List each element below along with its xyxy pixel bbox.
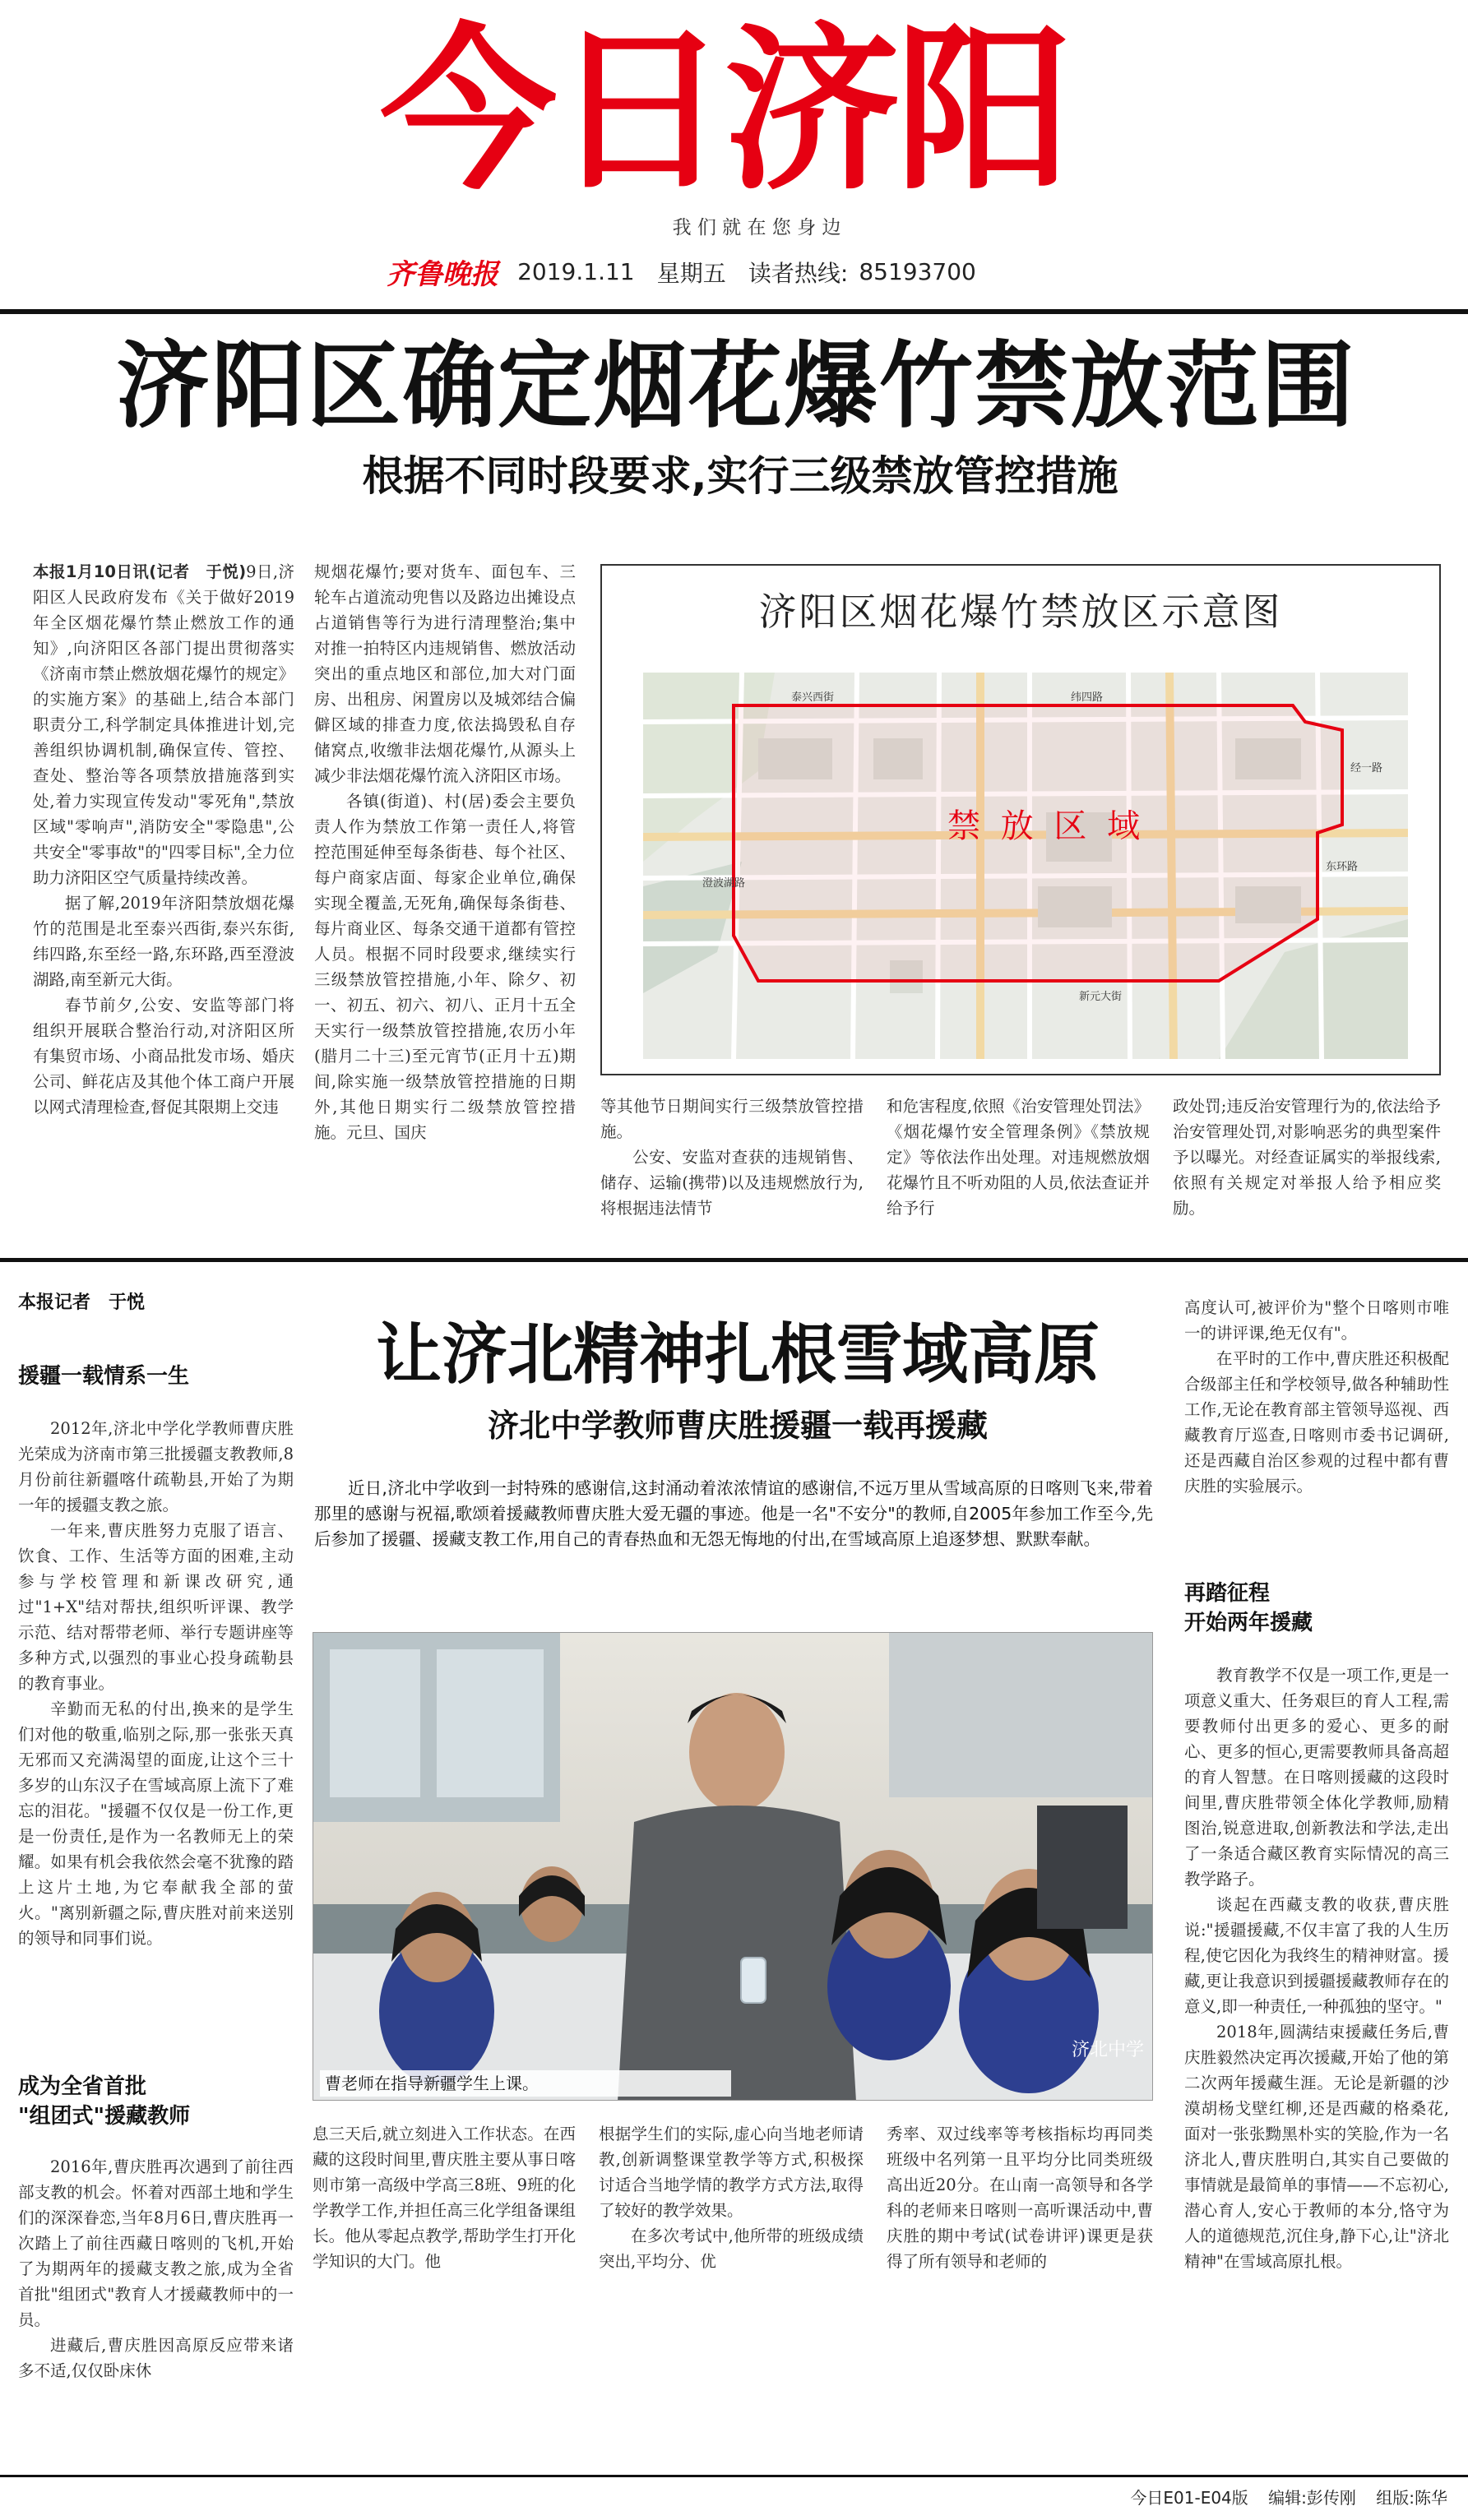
map-zone-label: 禁 放 区 域: [947, 807, 1146, 845]
story1-headline: 济阳区确定烟花爆竹禁放范围: [115, 331, 1356, 441]
story2-bottom-column-1: 息三天后,就立刻进入工作状态。在西藏的这段时间里,曹庆胜主要从事日喀则市第一高级中学高三8班、9班的化学教学工作,并担任高三化学组备课组长。他从零起点教学,帮助学生打开化学知识的大门。他: [313, 2125, 576, 2271]
map-road-label-3: 东环路: [1326, 861, 1359, 873]
story2-bottom-column-3: 秀率、双过线率等考核指标均再同类班级中名列第一且平均分比同类班级高出近20分。在山南一高领导和各学科的老师来日喀则一高听课活动中,曹庆胜的期中考试(试卷讲评)课更是获得了所有领导和老师的: [887, 2125, 1153, 2271]
photo-watermark: 济北中学: [1071, 2040, 1144, 2060]
issue-date: 2019.1.11: [517, 258, 635, 285]
story1-column-2: 规烟花爆竹;要对货车、面包车、三轮车占道流动兜售以及路边出摊设点占道销售等行为进行清理整治;集中对推一拍特区内违规销售、燃放活动突出的重点地区和部位,加大对门面房、出租房、闲置房以及城郊结合偏僻区域的排查力度,依法捣毁私自存储窝点,收缴非法烟花爆竹,从源头上减少非法烟花爆竹流入济阳区市场。 各镇(街道)、村(居)委会主要负责人作为禁放工作第一责任人,将管控范围延伸至每条街巷、每个社区、每户商家店面、每家企业单位,确保实现全覆盖,无死角,确保每条街巷、每片商业区、每条交通干道都有管控人员。根据不同时段要求,继续实行三级禁放管控措施,小年、除夕、初一、初五、初六、初八、正月十五全天实行一级禁放管控措施,农历小年(腊月二十三)至元宵节(正月十五)期间,除实施一级禁放管控措施的日期外,其他日期实行二级禁放管控措施。元旦、国庆: [314, 562, 576, 1142]
footer-section: 今日E01-E04版: [1130, 2488, 1248, 2508]
photo-caption: 曹老师在指导新疆学生上课。: [320, 2070, 731, 2097]
hotline-label: 读者热线:: [748, 259, 849, 287]
story2-right-column-2: 教育教学不仅是一项工作,更是一项意义重大、任务艰巨的育人工程,需要教师付出更多的爱心、更多的耐心、更多的恒心,更需要教师具备高超的育人智慧。在日喀则援藏的这段时间里,曹庆胜带领全体化学教师,励精图治,锐意进取,创新教法和学法,走出了一条适合藏区教育实际情况的高三教学路子。 谈起在西藏支教的收获,曹庆胜说:"援疆援藏,不仅丰富了我的人生历程,使它因化为我终生的精神财富。援藏,更让我意识到援疆援藏教师存在的意义,即一种责任,一种孤独的坚守。" 2018年,圆满结束援藏任务后,曹庆胜毅然决定再次援藏,开始了他的第二次两年援藏生涯。无论是新疆的沙漠胡杨戈壁红柳,还是西藏的格桑花,面对一张张黝黑朴实的笑脸,作为一名济北人,曹庆胜明白,其实自己要做的事情就是最简单的事情——不忘初心,潜心育人,安心于教师的本分,恪守为人的道德规范,沉住身,静下心,让"济北精神"在雪域高原扎根。: [1184, 1666, 1449, 2271]
photo-graphic: [313, 1633, 1153, 2101]
section3-title: 再踏征程 开始两年援藏: [1184, 1581, 1313, 1635]
story-divider: [0, 1258, 1468, 1262]
masthead-title: 今日济阳: [380, 7, 1067, 214]
footer-divider: [0, 2475, 1468, 2477]
map-figure: [600, 564, 1441, 1075]
classroom-photo: [313, 1632, 1153, 2101]
story1-column-1: 本报1月10日讯(记者 于悦)9日,济阳区人民政府发布《关于做好2019年全区烟花爆竹禁止燃放工作的通知》,向济阳区各部门提出贯彻落实《济南市禁止燃放烟花爆竹的规定》的实施方案》的基础上,结合本部门职责分工,科学制定具体推进计划,完善组织协调机制,确保宣传、管控、查处、整治等各项禁放措施落到实处,着力实现宣传发动"零死角",禁放区域"零响声",消防安全"零隐患",公共安全"零事故"的"四零目标",全力位助力济阳区空气质量持续改善。 据了解,2019年济阳禁放烟花爆竹的范围是北至泰兴西街,泰兴东街,纬四路,东至经一路,东环路,西至澄波湖路,南至新元大街。 春节前夕,公安、安监等部门将组织开展联合整治行动,对济阳区所有集贸市场、小商品批发市场、婚庆公司、鲜花店及其他个体工商户开展以网式清理检查,督促其限期上交违: [33, 562, 294, 1117]
story1-column-4: 和危害程度,依照《治安管理处罚法》《烟花爆竹安全管理条例》《禁放规定》等依法作出处理。对违规燃放烟花爆竹且不听劝阻的人员,依法查证并给予行: [887, 1097, 1150, 1218]
footer-editor: 编辑:彭传刚: [1268, 2488, 1356, 2508]
story1-subheadline: 根据不同时段要求,实行三级禁放管控措施: [362, 452, 1118, 500]
story1-column-3: 等其他节日期间实行三级禁放管控措施。 公安、安监对查获的违规销售、储存、运输(携带)以及违规燃放行为,将根据违法情节: [600, 1097, 864, 1218]
story2-lead: 近日,济北中学收到一封特殊的感谢信,这封涌动着浓浓情谊的感谢信,不远万里从雪域高原的日喀则飞来,带着那里的感谢与祝福,歌颂着援藏教师曹庆胜大爱无疆的事迹。他是一名"不安分"的教师,自2005年参加工作至今,先后参加了援疆、援藏支教工作,用自己的青春热血和无怨无悔地的付出,在雪域高原上追逐梦想、默默奉献。: [314, 1478, 1153, 1549]
footer-info: [987, 2483, 1447, 2513]
footer-layout: 组版:陈华: [1376, 2488, 1447, 2508]
map-road-label-6: 经一路: [1350, 762, 1383, 774]
map-road-label-5: 纬四路: [1071, 691, 1104, 704]
story2-headline: 让济北精神扎根雪域高原: [376, 1316, 1100, 1393]
issue-weekday: 星期五: [656, 259, 726, 287]
paper-name-logo: 齐鲁晚报: [387, 258, 498, 291]
story2-right-column-1: 高度认可,被评价为"整个日喀则市唯一的讲评课,绝无仅有"。 在平时的工作中,曹庆胜还积极配合级部主任和学校领导,做各种辅助性工作,无论在教育部主管领导巡视、西藏教育厅巡查,日喀则市委书记调研,还是西藏自治区参观的过程中都有曹庆胜的实验展示。: [1184, 1298, 1449, 1496]
map-road-label-2: 澄波湖路: [702, 877, 746, 890]
story2-byline: 本报记者 于悦: [18, 1292, 146, 1313]
story1-byline: 本报1月10日讯(记者 于悦): [33, 562, 247, 581]
masthead-slogan: 我 们 就 在 您 身 边: [672, 217, 841, 238]
story1-column-5: 政处罚;违反治安管理行为的,依法给予治安管理处罚,对影响恶劣的典型案件予以曝光。对经查证属实的举报线索,依照有关规定对举报人给予相应奖励。: [1173, 1097, 1441, 1218]
map-graphic: [643, 673, 1408, 1059]
section1-title: 援疆一载情系一生: [18, 1364, 190, 1389]
story2-bottom-column-2: 根据学生们的实际,虚心向当地老师请教,创新调整课堂教学等方式,积极探讨适合当地学情的教学方式方法,取得了较好的教学效果。 在多次考试中,他所带的班级成绩突出,平均分、优: [599, 2125, 864, 2271]
map-road-label-4: 泰兴西街: [791, 691, 835, 704]
map-title: 济阳区烟花爆竹禁放区示意图: [758, 590, 1283, 634]
map-road-label-1: 新元大街: [1079, 991, 1123, 1003]
masthead-info-line: [387, 252, 1127, 293]
story2-subheadline: 济北中学教师曹庆胜援疆一载再援藏: [487, 1408, 988, 1444]
story2-left-column-2: 2016年,曹庆胜再次遇到了前往西部支教的机会。怀着对西部土地和学生们的深深眷恋,当年8月6日,曹庆胜再一次踏上了前往西藏日喀则的飞机,开始了为期两年的援藏支教之旅,成为全省首批"组团式"教育人才援藏教师中的一员。 进藏后,曹庆胜因高原反应带来诸多不适,仅仅卧床休: [18, 2157, 294, 2380]
story2-left-column-1: 2012年,济北中学化学教师曹庆胜光荣成为济南市第三批援疆支教教师,8月份前往新疆喀什疏勒县,开始了为期一年的援疆支教之旅。 一年来,曹庆胜努力克服了语言、饮食、工作、生活等方面的困难,主动参与学校管理和新课改研究,通过"1+X"结对帮扶,组织听评课、教学示范、结对帮带老师、举行专题讲座等多种方式,以强烈的事业心投身疏勒县的教育事业。 辛勤而无私的付出,换来的是学生们对他的敬重,临别之际,那一张张天真无邪而又充满渴望的面庞,让这个三十多岁的山东汉子在雪域高原上流下了难忘的泪花。"援疆不仅仅是一份工作,更是一份责任,是作为一名教师无上的荣耀。如果有机会我依然会毫不犹豫的踏上这片土地,为它奉献我全部的萤火。"离别新疆之际,曹庆胜对前来送别的领导和同事们说。: [18, 1419, 294, 1948]
hotline-number: 85193700: [859, 258, 976, 285]
section2-title: 成为全省首批 "组团式"援藏教师: [18, 2074, 191, 2129]
masthead-divider: [0, 309, 1468, 314]
masthead: [0, 0, 1468, 312]
